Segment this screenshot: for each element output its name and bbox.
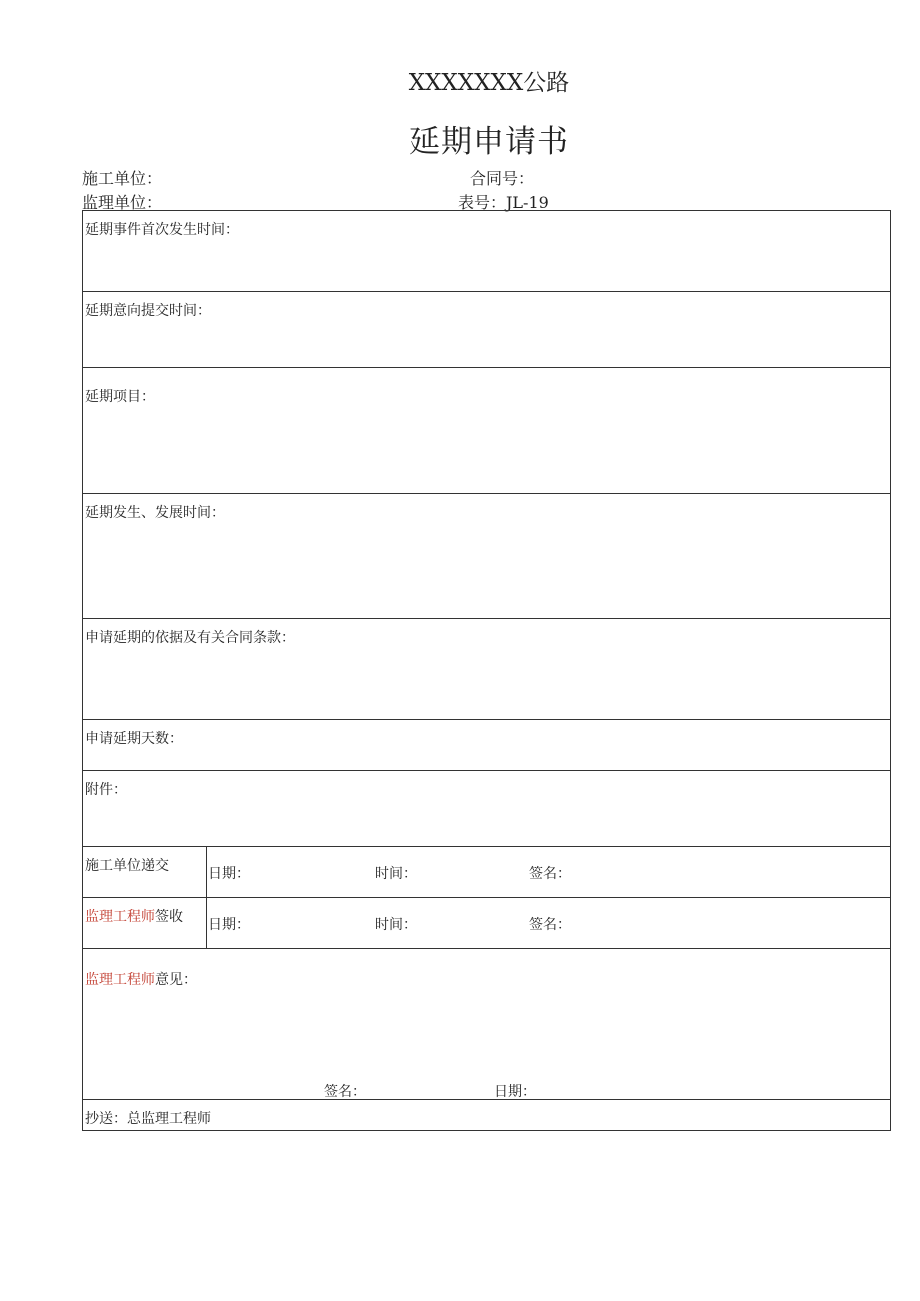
row-days-requested [83,719,890,771]
first-occurrence-label: 延期事件首次发生时间： [85,222,239,238]
cc-label: 抄送：总监理工程师 [85,1111,211,1127]
receipt-label-rest: 签收 [155,909,183,925]
opinion-label-rest: 意见： [155,972,197,988]
occurrence-development-label: 延期发生、发展时间： [85,505,225,521]
intent-submission-label: 延期意向提交时间： [85,303,211,319]
receipt-time-label: 时间： [375,917,417,933]
row-occurrence-development [83,493,890,619]
basis-clauses-label: 申请延期的依据及有关合同条款： [85,630,295,646]
receipt-label [85,906,183,926]
submission-time-label: 时间： [375,866,417,882]
column-divider [206,847,207,898]
form-number: 表号：JL-19 [458,193,549,212]
submission-label: 施工单位递交 [85,858,169,874]
opinion-label-red: 监理工程师 [85,972,155,988]
receipt-sign-label: 签名： [529,917,571,933]
receipt-date-label: 日期： [208,917,250,933]
delay-item-label: 延期项目： [85,389,155,405]
contractor-label: 施工单位： [82,169,163,188]
submission-date-label: 日期： [208,866,250,882]
row-intent-submission [83,291,890,368]
submission-sign-label: 签名： [529,866,571,882]
opinion-date-label: 日期： [494,1084,536,1100]
row-opinion [83,948,890,1100]
row-basis-clauses [83,618,890,720]
opinion-label [85,969,197,989]
attachments-label: 附件： [85,782,127,798]
application-form-table [82,210,891,1131]
row-cc [83,1099,890,1133]
row-submission [83,846,890,898]
opinion-sign-label: 签名： [324,1084,366,1100]
row-first-occurrence [83,211,890,291]
row-delay-item [83,367,890,494]
column-divider [206,898,207,949]
row-receipt [83,897,890,949]
days-requested-label: 申请延期天数： [85,731,183,747]
row-attachments [83,770,890,847]
receipt-label-red: 监理工程师 [85,909,155,925]
supervisor-label: 监理单位： [82,193,163,212]
project-name: XXXXXXX公路 [408,70,570,96]
contract-number-label: 合同号： [470,169,535,188]
document-title: 延期申请书 [409,124,569,160]
